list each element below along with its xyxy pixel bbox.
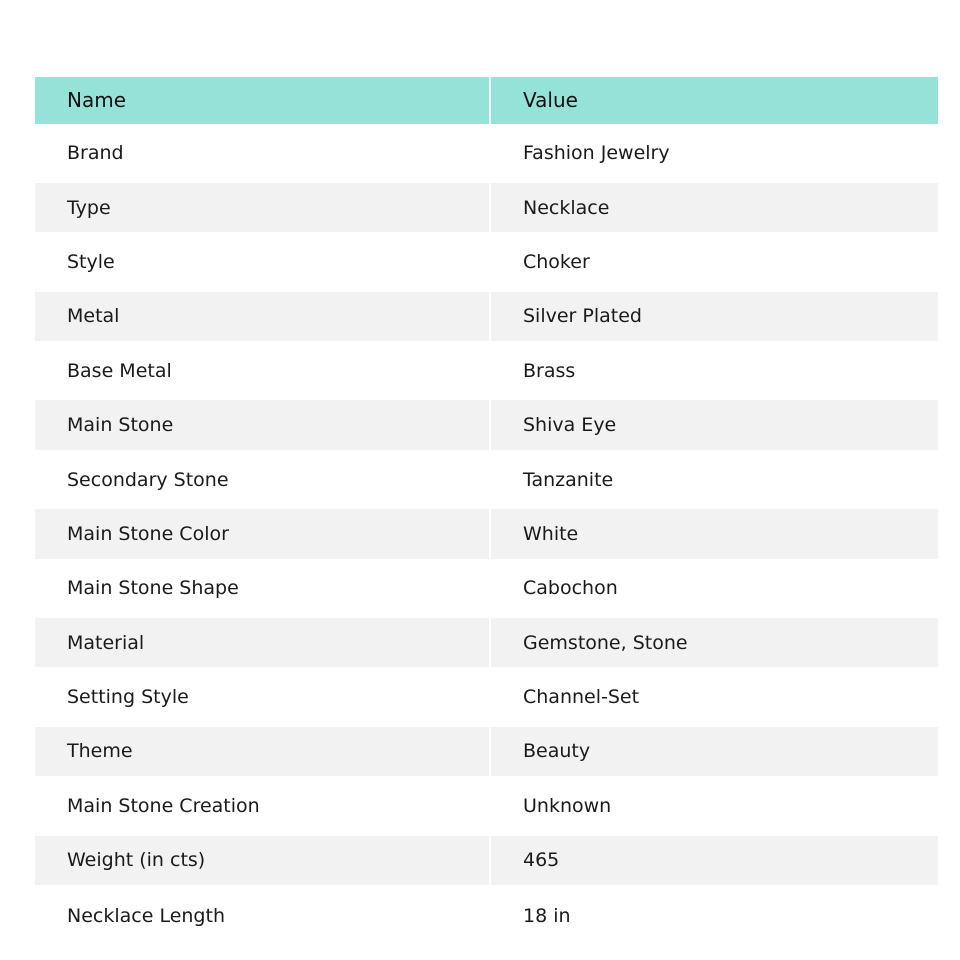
row-value: Necklace (490, 180, 938, 234)
row-name: Material (67, 631, 145, 654)
row-name: Main Stone (67, 414, 174, 437)
table-row (35, 616, 938, 670)
table-row (35, 235, 938, 289)
row-value: 465 (490, 833, 938, 887)
table-row (35, 344, 938, 398)
table-row (35, 779, 938, 833)
table-header (35, 77, 938, 126)
row-name: Necklace Length (67, 904, 225, 927)
table-body (35, 126, 938, 942)
table-row (35, 833, 938, 887)
table-row (35, 180, 938, 234)
row-value: Beauty (490, 724, 938, 778)
table-row (35, 452, 938, 506)
table-row (35, 724, 938, 778)
row-value: White (490, 507, 938, 561)
spec-table (35, 77, 938, 942)
row-name: Main Stone Color (67, 522, 229, 545)
row-value: 18 in (490, 887, 938, 941)
row-value: Gemstone, Stone (490, 616, 938, 670)
header-row (35, 77, 938, 126)
table-row (35, 670, 938, 724)
table-row (35, 561, 938, 615)
row-name: Style (67, 250, 115, 273)
row-value: Shiva Eye (490, 398, 938, 452)
row-value: Tanzanite (490, 452, 938, 506)
row-value: Brass (490, 344, 938, 398)
row-name: Secondary Stone (67, 468, 229, 491)
row-name: Main Stone Shape (67, 577, 239, 600)
row-value: Channel-Set (490, 670, 938, 724)
row-name: Weight (in cts) (67, 849, 206, 872)
table-row (35, 126, 938, 180)
row-value: Cabochon (490, 561, 938, 615)
row-value: Choker (490, 235, 938, 289)
row-name: Theme (67, 740, 133, 763)
row-name: Base Metal (67, 359, 172, 382)
header-name: Name (67, 88, 127, 113)
header-value: Value (490, 77, 938, 126)
table-row (35, 887, 938, 941)
table-row (35, 507, 938, 561)
row-name: Main Stone Creation (67, 794, 260, 817)
row-value: Fashion Jewelry (490, 126, 938, 180)
row-value: Silver Plated (490, 289, 938, 343)
row-value: Unknown (490, 779, 938, 833)
table-row (35, 398, 938, 452)
row-name: Type (67, 196, 111, 219)
row-name: Metal (67, 305, 120, 328)
row-name: Setting Style (67, 686, 189, 709)
table-row (35, 289, 938, 343)
row-name: Brand (67, 142, 124, 165)
